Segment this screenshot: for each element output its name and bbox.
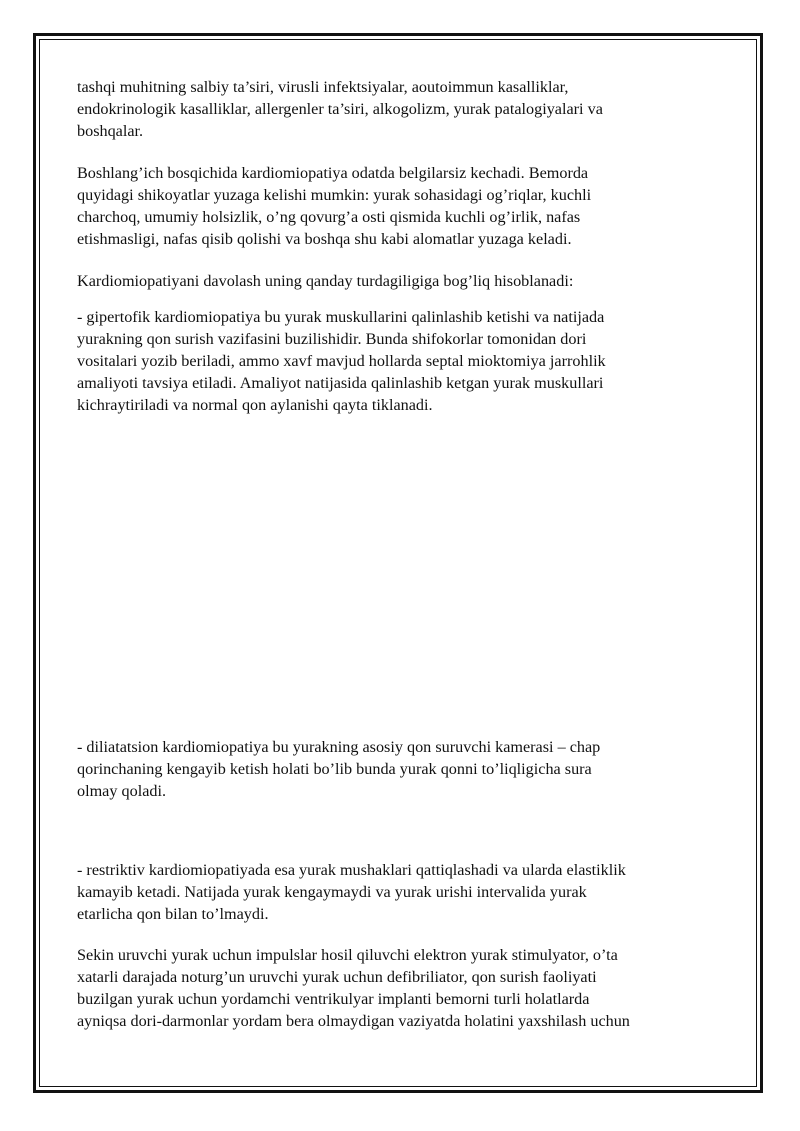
paragraph-treatment-intro: Kardiomiopatiyani davolash uning qanday turdagiligiga bog’liq hisoblanadi: bbox=[77, 272, 574, 290]
paragraph-causes: tashqi muhitning salbiy ta’siri, virusli infektsiyalar, aoutoimmun kasalliklar, endokrinologik kasalliklar, allergenler ta’siri, alkogolizm, yurak patalogiyalari va boshqalar. bbox=[77, 78, 603, 140]
paragraph-dilated: - diliatatsion kardiomiopatiya bu yurakning asosiy qon suruvchi kamerasi – chap qorinchaning kengayib ketish holati bo’lib bunda yurak qonni to’liqligicha sura olmay qoladi. bbox=[77, 738, 601, 800]
paragraph-devices: Sekin uruvchi yurak uchun impulslar hosil qiluvchi elektron yurak stimulyator, o’ta xatarli darajada noturg’un uruvchi yurak uchun defibriliator, qon surish faoliyati buzilgan yurak uchun yordamchi ventrikulyar implanti bemorni turli holatlarda ayniqsa dori-darmonlar yordam bera olmaydigan vaziyatda holatini yaxshilash uchun bbox=[77, 946, 630, 1030]
paragraph-symptoms: Boshlang’ich bosqichida kardiomiopatiya odatda belgilarsiz kechadi. Bemorda quyidagi shikoyatlar yuzaga kelishi mumkin: yurak sohasidagi og’riqlar, kuchli charchoq, umumiy holsizlik, o’ng qovurg’a osti qismida kuchli og’irlik, nafas etishmasligi, nafas qisib qolishi va boshqa shu kabi alomatlar yuzaga keladi. bbox=[77, 164, 592, 248]
paragraph-restrictive: - restriktiv kardiomiopatiyada esa yurak mushaklari qattiqlashadi va ularda elastiklik kamayib ketadi. Natijada yurak kengaymaydi va yurak urishi intervalida yurak etarlicha qon bilan to’lmaydi. bbox=[77, 861, 626, 923]
paragraph-hypertrophic: - gipertofik kardiomiopatiya bu yurak muskullarini qalinlashib ketishi va natijada yurakning qon surish vazifasini buzilishidir. Bunda shifokorlar tomonidan dori vositalari yozib beriladi, ammo xavf mavjud hollarda septal mioktomiya jarrohlik amaliyoti tavsiya etiladi. Amaliyot natijasida qalinlashib ketgan yurak muskullari kichraytiriladi va normal qon aylanishi qayta tiklanadi. bbox=[77, 308, 606, 414]
